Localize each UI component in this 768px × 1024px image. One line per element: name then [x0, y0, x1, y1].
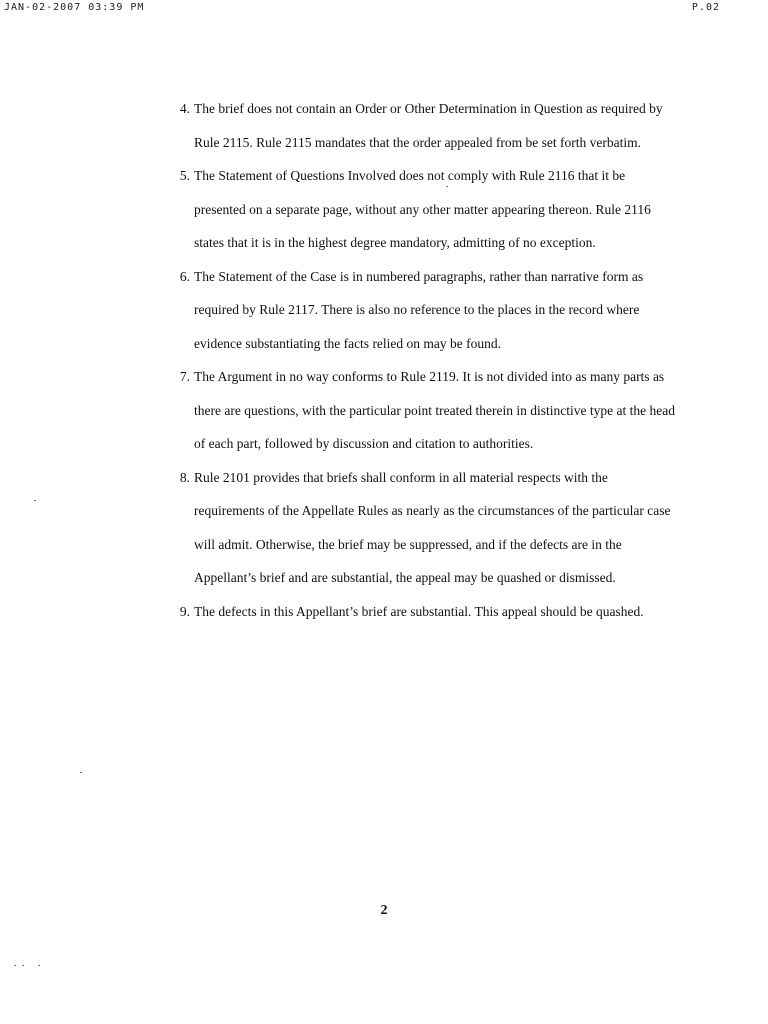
item-text: The Argument in no way conforms to Rule 2119. It is not divided into as many parts as there are questions, with the particular point treated therein in distinctive type at the head of each part, followed by discussion and citation to authorities.: [194, 369, 675, 451]
item-number: 8.: [179, 469, 190, 485]
list-item: [160, 461, 680, 595]
scan-speck: [80, 772, 82, 773]
list-item: [160, 360, 680, 461]
list-item: [160, 595, 680, 629]
item-text: Rule 2101 provides that briefs shall conform in all material respects with the requirements of the Appellate Rules as nearly as the circumstances of the particular case will admit. Otherwise, the brief may be suppressed, and if the defects are in the Appellant’s brief and are substantial, the appeal may be quashed or dismissed.: [194, 469, 671, 585]
list-item: [160, 260, 680, 361]
scan-speck: [14, 965, 16, 966]
item-number: 7.: [179, 369, 190, 384]
scan-speck: [38, 965, 40, 966]
fax-header: [0, 2, 768, 18]
scan-speck: [34, 500, 36, 501]
item-number: 5.: [179, 168, 190, 183]
item-text: The Statement of Questions Involved does not comply with Rule 2116 that it be presented on a separate page, without any other matter appearing thereon. Rule 2116 states that it is in the highest degree mandatory, admitting of no exception.: [194, 168, 651, 250]
item-text: The defects in this Appellant’s brief are substantial. This appeal should be quashed.: [194, 603, 644, 619]
scan-speck: [446, 186, 448, 187]
list-item: [160, 159, 680, 260]
scan-speck: [22, 965, 24, 966]
list-item: [160, 92, 680, 159]
numbered-list: [160, 92, 680, 628]
item-text: The brief does not contain an Order or Other Determination in Question as required by Rule 2115. Rule 2115 mandates that the order appealed from be set forth verbatim.: [194, 101, 663, 150]
fax-timestamp: JAN-02-2007 03:39 PM: [4, 2, 145, 13]
item-text: The Statement of the Case is in numbered paragraphs, rather than narrative form as required by Rule 2117. There is also no reference to the places in the record where evidence substantiating the facts relied on may be found.: [194, 268, 644, 351]
fax-page-indicator: P.02: [691, 2, 720, 13]
item-number: 6.: [179, 268, 190, 284]
page-number: 2: [380, 903, 388, 918]
item-number: 4.: [179, 101, 190, 116]
item-number: 9.: [179, 603, 190, 619]
